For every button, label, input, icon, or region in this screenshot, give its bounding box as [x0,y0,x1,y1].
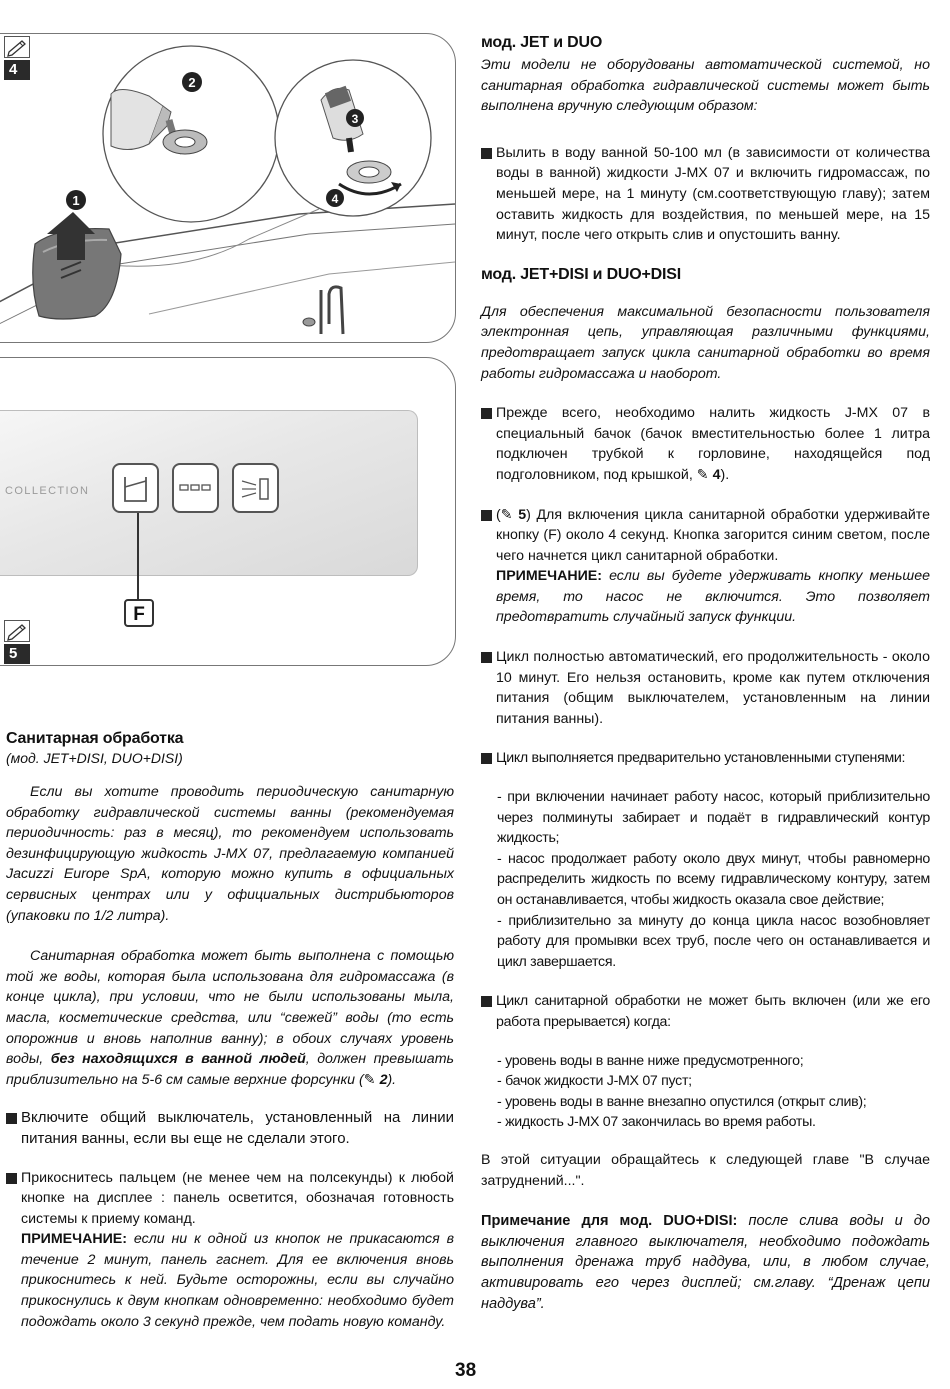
section-title: Санитарная обработка [6,730,184,747]
jets-button[interactable] [172,463,219,513]
step-item: - при включении начинает работу насос, который приблизительно через полминуты забирает и подаёт в гидравлический контур жидкость; [497,789,930,847]
svg-text:4: 4 [331,192,339,206]
condition-item: - бачок жидкости J-MX 07 пуст; [497,1073,692,1090]
callout-line [137,513,139,599]
conditions-list [481,1051,930,1133]
note-label: ПРИМЕЧАНИЕ: [21,1231,127,1248]
figure-number: 4 [4,60,30,80]
cycle-steps [481,787,930,972]
list-item: Цикл санитарной обработки не может быть включен (или же его работа прерывается) когда: [481,991,930,1032]
step-item: - приблизительно за минуту до конца цикла насос возобновляет работу для промывки всех труб, после чего он останавливается и цикл завершается. [497,912,930,970]
left-column [6,730,454,1332]
note-label: ПРИМЕЧАНИЕ: [496,568,602,585]
figure-5 [0,357,456,666]
spray-button[interactable] [232,463,279,513]
right-column [481,34,930,1314]
section-subtitle: (мод. JET+DISI, DUO+DISI) [6,750,183,766]
intro-paragraph: Если вы хотите проводить периодическую санитарную обработку гидравлической системы ванны (рекомендуемая периодичность: раз в месяц), то рекомендуем использовать дезинфицирующую жидкость J-MX 07, предлагаемую компанией Jacuzzi Europe SpA, которую можно купить в официальных сервисных центрах или у официальных дистрибьюторов (упаковки по 1/2 литра). [6,784,454,924]
spray-icon [234,465,277,511]
list-item: Прежде всего, необходимо налить жидкость J-MX 07 в специальный бачок (бачок вместительностью более 1 литра подключен трубкой к горловине, находящейся под подголовником, под крышкой, ✎ 4). [481,403,930,485]
figure-ref: 2 [379,1071,388,1088]
situation-text: В этой ситуации обращайтесь к следующей главе "В случае затруднений...". [481,1151,930,1189]
condition-item: - жидкость J-MX 07 закончилась во время работы. [497,1114,816,1131]
note-text: если ни к одной из кнопок не прикасаются в течение 2 минут, панель гаснет. Для ее включения вновь прикоснитесь к ней. Будьте осторожны, если вы случайно прикоснулись к двум кнопкам одновременно: необходимо будет подождать около 3 секунд прежде, чем подать новую команду. [21,1231,454,1330]
intro-paragraph: Для обеспечения максимальной безопасности пользователя электронная цепь, управляющая различными функциями, предотвращает запуск цикла санитарной обработки во время работы гидромассажа и наоборот. [481,303,930,382]
step-item: - насос продолжает работу около двух минут, чтобы равномерно распределить жидкость по всему гидравлическому контуру, затем он останавливается, чтобы жидкость оказала свое действие; [497,850,930,908]
list-item: Вылить в воду ванной 50-100 мл (в зависимости от количества воды в ванной) жидкости J-MX 07 и включить гидромассаж, по меньшей мере, на 1 минуту (см.соответствующую главу); затем оставить жидкость для воздействия, по меньшей мере, на 15 минут, после чего открыть слив и опустошить ванну. [481,143,930,246]
jets-icon [174,465,217,511]
container-icon [114,465,157,511]
page-number: 38 [455,1360,477,1381]
figure-ref: 4 [712,466,721,483]
list-item: Включите общий выключатель, установленный на линии питания ванны, если вы еще не сделали этого. [6,1108,454,1149]
svg-text:2: 2 [188,75,196,90]
svg-text:1: 1 [72,193,80,208]
pencil-ref-icon: ✎ [363,1071,376,1088]
figure-4 [0,33,456,343]
final-note: Примечание для мод. DUO+DISI: после слива воды и до выключения главного выключателя, необходимо подождать выполнения дренажа труб наддува, или, в любом случае, активировать его через дисплей; см.главу. “Дренаж цепи наддува”. [481,1213,930,1312]
list-item: Прикоснитесь пальцем (не менее чем на полсекунды) к любой кнопке на дисплее : панель осветится, обозначая готовность системы к приему команд. ПРИМЕЧАНИЕ: если ни к одной из кнопок не прикасаются в течение 2 минут, панель гаснет. Для ее включения вновь прикоснитесь к ней. Будьте осторожны, если вы случайно прикоснулись к двум кнопкам одновременно: необходимо будет подождать около 3 секунд прежде, чем подать новую команду. [6,1168,454,1333]
pencil-icon [4,36,30,58]
note-text: если вы будете удерживать кнопку меньшее время, то насос не включится. Это позволяет предотвратить случайный запуск функции. [496,568,930,626]
bold-warning: без находящихся в ванной людей [50,1051,306,1068]
figure-4-illustration [0,34,455,342]
list-item: Цикл выполняется предварительно установленными ступенями: [481,748,930,769]
figure-ref: 5 [518,506,527,523]
final-note-label: Примечание для мод. DUO+DISI: [481,1213,738,1230]
pencil-ref-icon: ✎ [500,506,513,523]
water-level-paragraph: Санитарная обработка может быть выполнена с помощью той же воды, которая была использована для гидромассажа (в конце цикла), при условии, что не были использованы мыла, масла, косметические средства, или “свежей” воды (то есть опорожнив и вновь наполнив ванну); в обоих случаях уровень воды, без находящихся в ванной людей, должен превышать приблизительно на 5-6 см самые верхние форсунки (✎ 2). [6,948,454,1088]
figure-number: 5 [4,644,30,664]
list-item: (✎ 5) Для включения цикла санитарной обработки удерживайте кнопку (F) около 4 секунд. Кнопка загорится синим светом, после чего начнется цикл санитарной обработки. ПРИМЕЧАНИЕ: если вы будете удерживать кнопку меньшее время, то насос не включится. Это позволяет предотвратить случайный запуск функции. [481,505,930,629]
svg-text:3: 3 [351,112,359,126]
condition-item: - уровень воды в ванне ниже предусмотренного; [497,1052,804,1069]
callout-f: F [124,599,154,627]
sanitize-button[interactable] [112,463,159,513]
section-heading: мод. JET+DISI и DUO+DISI [481,265,681,283]
list-item: Цикл полностью автоматический, его продолжительность - около 10 минут. Его нельзя остановить, кроме как путем отключения питания (общим выключателем, установленным на линии питания ванны). [481,647,930,729]
section-heading: мод. JET и DUO [481,34,603,51]
panel-brand-text: COLLECTION [5,485,90,497]
intro-paragraph: Эти модели не оборудованы автоматической системой, но санитарная обработка гидравлической системы может быть выполнена вручную следующим образом: [481,57,930,115]
pencil-ref-icon: ✎ [696,466,709,483]
pencil-icon [4,620,30,642]
condition-item: - уровень воды в ванне внезапно опустился (открыт слив); [497,1093,867,1110]
